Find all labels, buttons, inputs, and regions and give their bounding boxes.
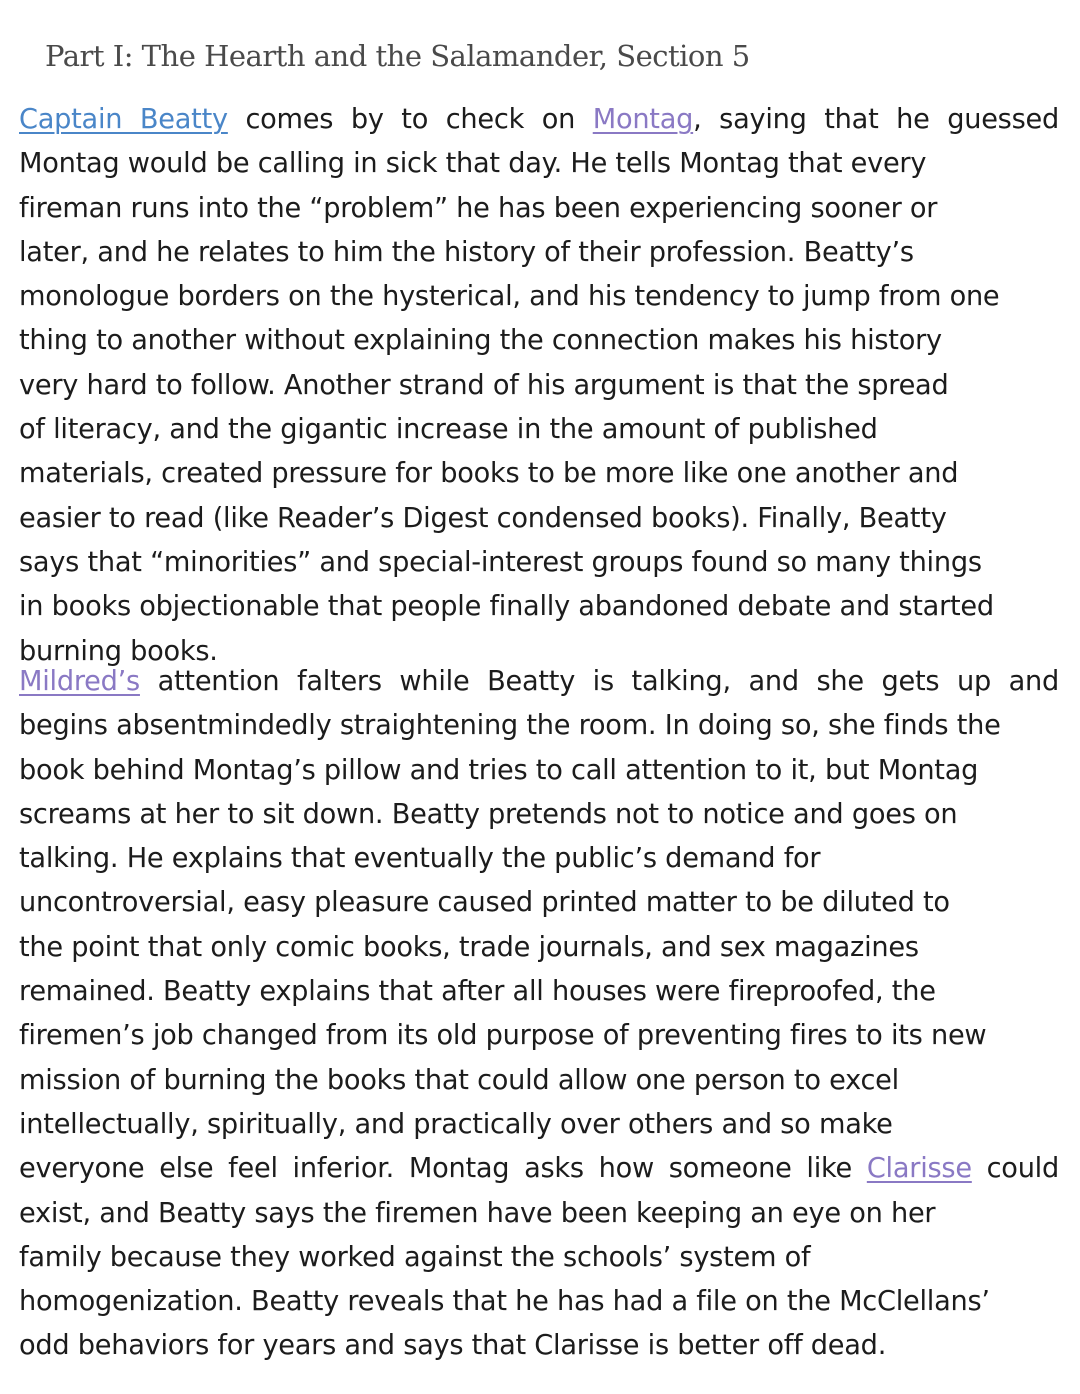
paragraph-text: , saying that he guessed [693, 104, 1059, 135]
paragraph-line: intellectually, spiritually, and practically over others and so make [19, 1108, 893, 1140]
summary-paragraph-1 [19, 98, 1059, 674]
paragraph-line: thing to another without explaining the connection makes his history [19, 325, 942, 357]
paragraph-line: remained. Beatty explains that after all houses were fireproofed, the [19, 976, 936, 1008]
paragraph-line: easier to read (like Reader’s Digest condensed books). Finally, Beatty [19, 502, 947, 534]
paragraph-line: firemen’s job changed from its old purpose of preventing fires to its new [19, 1020, 987, 1052]
paragraph-line: book behind Montag’s pillow and tries to call attention to it, but Montag [19, 754, 979, 786]
paragraph-line: family because they worked against the schools’ system of [19, 1241, 811, 1273]
summary-paragraph-2 [19, 660, 1059, 1369]
paragraph-line [19, 98, 1059, 142]
paragraph-line: exist, and Beatty says the firemen have been keeping an eye on her [19, 1197, 936, 1229]
captain-beatty-link[interactable]: Captain Beatty [19, 104, 228, 135]
paragraph-line: very hard to follow. Another strand of his argument is that the spread [19, 369, 949, 401]
paragraph-line [19, 1147, 1059, 1191]
section-heading: Part I: The Hearth and the Salamander, Section 5 [45, 39, 750, 73]
paragraph-line: in books objectionable that people finally abandoned debate and started [19, 591, 994, 623]
paragraph-line: burning books. [19, 635, 218, 667]
paragraph-line: odd behaviors for years and says that Clarisse is better off dead. [19, 1330, 887, 1362]
paragraph-line: fireman runs into the “problem” he has been experiencing sooner or [19, 192, 938, 224]
paragraph-line: begins absentmindedly straightening the room. In doing so, she finds the [19, 710, 1001, 742]
paragraph-line: the point that only comic books, trade journals, and sex magazines [19, 931, 919, 963]
paragraph-line [19, 660, 1059, 704]
paragraph-line: of literacy, and the gigantic increase in the amount of published [19, 414, 878, 446]
paragraph-text: could [971, 1153, 1059, 1185]
mildred-link[interactable]: Mildred’s [19, 666, 140, 697]
paragraph-line: mission of burning the books that could allow one person to excel [19, 1064, 899, 1096]
paragraph-line: talking. He explains that eventually the public’s demand for [19, 843, 821, 875]
paragraph-line: homogenization. Beatty reveals that he has had a file on the McClellans’ [19, 1286, 990, 1318]
montag-link[interactable]: Montag [592, 104, 694, 135]
paragraph-line: says that “minorities” and special-interest groups found so many things [19, 546, 982, 578]
paragraph-line: Montag would be calling in sick that day. He tells Montag that every [19, 148, 927, 180]
paragraph-text: attention falters while Beatty is talking, and she gets up and [139, 666, 1059, 697]
paragraph-line: screams at her to sit down. Beatty pretends not to notice and goes on [19, 798, 958, 830]
paragraph-text: comes by to check on [227, 104, 593, 135]
paragraph-line: monologue borders on the hysterical, and his tendency to jump from one [19, 281, 1000, 313]
paragraph-text: everyone else feel inferior. Montag asks how someone like [19, 1153, 867, 1185]
paragraph-line: materials, created pressure for books to be more like one another and [19, 458, 959, 490]
paragraph-line: uncontroversial, easy pleasure caused printed matter to be diluted to [19, 887, 950, 919]
paragraph-line: later, and he relates to him the history of their profession. Beatty’s [19, 236, 914, 268]
clarisse-link[interactable]: Clarisse [866, 1153, 972, 1185]
